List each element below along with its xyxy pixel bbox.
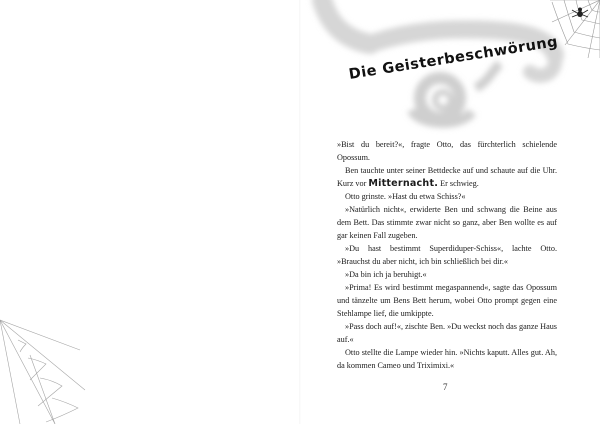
body-text — [337, 138, 557, 372]
paragraph-text: »Bist du bereit?«, fragte Otto, das fürchterlich schielende Opossum. — [337, 140, 557, 162]
paragraph-text: »Da bin ich ja beruhigt.« — [345, 270, 427, 279]
paragraph — [337, 164, 557, 190]
cobweb-bottom-left-illustration — [0, 300, 90, 424]
paragraph — [337, 320, 557, 346]
page-number: 7 — [443, 382, 448, 392]
spider-icon — [572, 8, 588, 18]
paragraph-text: Otto grinste. »Hast du etwa Schiss?« — [345, 192, 466, 201]
paragraph — [337, 242, 557, 268]
paragraph-text: Er schwieg. — [438, 179, 479, 188]
paragraph — [337, 190, 557, 203]
paragraph — [337, 138, 557, 164]
chapter-title: Die Geisterbeschwörung — [347, 34, 560, 83]
paragraph — [337, 346, 557, 372]
paragraph — [337, 268, 557, 281]
paragraph-text: Otto stellte die Lampe wieder hin. »Nichts kaputt. Alles gut. Ah, da kommen Cameo und Triximixi.« — [337, 348, 557, 370]
emphasized-word: Mitternacht. — [368, 178, 439, 189]
paragraph-text: »Du hast bestimmt Superdiduper-Schiss«, lachte Otto. »Brauchst du aber nicht, ich bin schließlich bei dir.« — [337, 244, 557, 266]
paragraph — [337, 203, 557, 242]
paragraph — [337, 281, 557, 320]
paragraph-text: »Prima! Es wird bestimmt megaspannend«, sagte das Opossum und tänzelte um Bens Bett herum, wobei Otto prompt gegen eine Stehlampe lief, die umkippte. — [337, 283, 557, 318]
paragraph-text: Ben tauchte unter seiner Bettdecke auf und schaute auf die Uhr. Kurz vor — [337, 166, 557, 188]
paragraph-text: »Natürlich nicht«, erwiderte Ben und schwang die Beine aus dem Bett. Das stimmte zwar nicht so ganz, aber Ben wollte es auf gar keinen Fall zugeben. — [337, 205, 557, 240]
paragraph-text: »Pass doch auf!«, zischte Ben. »Du weckst noch das ganze Haus auf.« — [337, 322, 557, 344]
